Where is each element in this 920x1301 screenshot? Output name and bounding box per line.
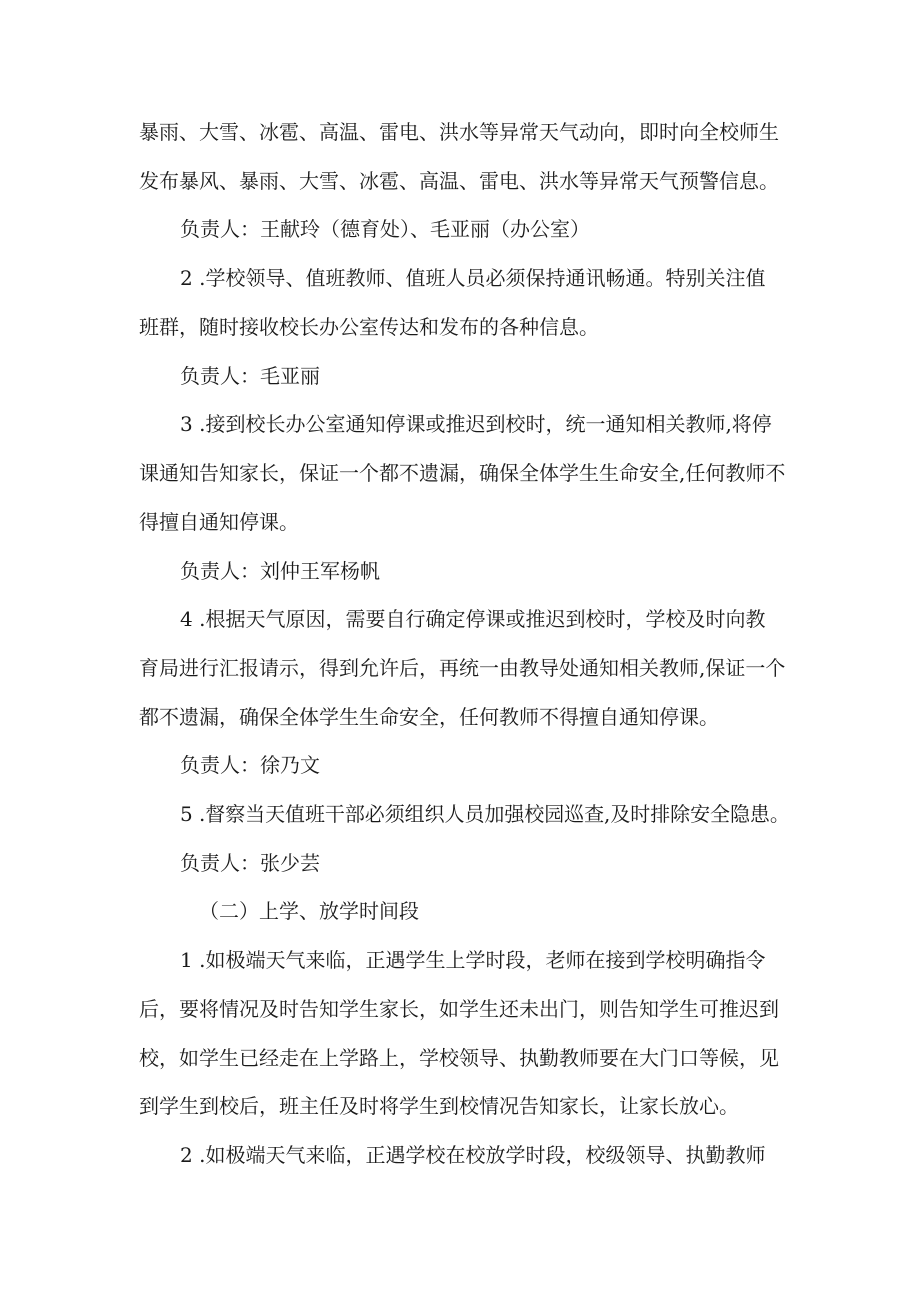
- responsible-person-line: 负责人：张少芸: [180, 851, 320, 875]
- text-line: 1 .如极端天气来临，正遇学生上学时段，老师在接到学校明确指令: [180, 948, 766, 972]
- text-line: 暴雨、大雪、冰雹、高温、雷电、洪水等异常天气动向，即时向全校师生: [139, 120, 779, 144]
- text-line: 都不遗漏，确保全体学生生命安全，任何教师不得擅自通知停课。: [139, 705, 719, 729]
- text-line: 到学生到校后，班主任及时将学生到校情况告知家长，让家长放心。: [139, 1094, 739, 1118]
- text-line: 发布暴风、暴雨、大雪、冰雹、高温、雷电、洪水等异常天气预警信息。: [139, 169, 779, 193]
- responsible-person-line: 负责人：毛亚丽: [180, 364, 320, 388]
- section-heading: （二）上学、放学时间段: [199, 899, 419, 923]
- responsible-person-line: 负责人：刘仲王军杨帆: [180, 559, 380, 583]
- text-line: 后，要将情况及时告知学生家长，如学生还未出门，则告知学生可推迟到: [139, 997, 779, 1021]
- text-line: 4 .根据天气原因，需要自行确定停课或推迟到校时，学校及时向教: [180, 607, 766, 631]
- responsible-person-line: 负责人：徐乃文: [180, 753, 320, 777]
- text-line: 得擅自通知停课。: [139, 510, 299, 534]
- text-line: 育局进行汇报请示，得到允许后，再统一由教导处通知相关教师,保证一个: [139, 656, 786, 680]
- text-line: 课通知告知家长，保证一个都不遗漏，确保全体学生生命安全,任何教师不: [139, 461, 786, 485]
- responsible-person-line: 负责人：王献玲（德育处）、毛亚丽（办公室）: [180, 217, 590, 241]
- text-line: 2 .如极端天气来临，正遇学校在校放学时段，校级领导、执勤教师: [180, 1143, 766, 1167]
- text-line: 3 .接到校长办公室通知停课或推迟到校时，统一通知相关教师,将停: [180, 412, 772, 436]
- text-line: 校，如学生已经走在上学路上，学校领导、执勤教师要在大门口等候，见: [139, 1046, 779, 1070]
- text-line: 2 .学校领导、值班教师、值班人员必须保持通讯畅通。特别关注值: [180, 266, 766, 290]
- text-line: 5 .督察当天值班干部必须组织人员加强校园巡查,及时排除安全隐患。: [180, 802, 790, 826]
- text-line: 班群，随时接收校长办公室传达和发布的各种信息。: [139, 315, 599, 339]
